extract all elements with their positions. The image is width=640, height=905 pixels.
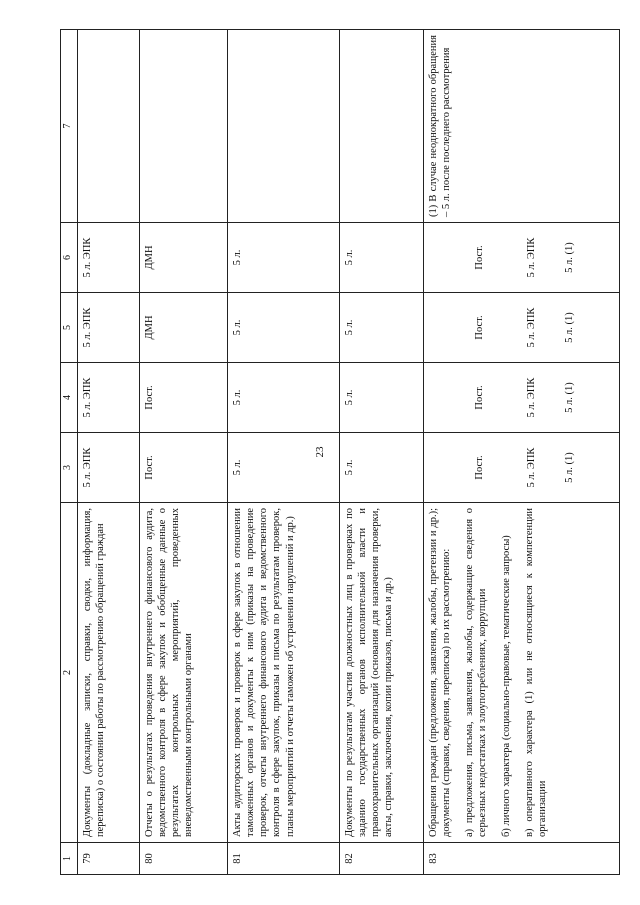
cell-value: 5 л. (1) (564, 452, 575, 483)
cell-value: ДМН (140, 223, 228, 293)
column-header: 5 (61, 293, 78, 363)
row-heading: Обращения граждан (предложения, заявления, жалобы, претензии и др.); документы (справки, сведения, переписка) по их рассмотрению: (428, 508, 453, 837)
column-header: 3 (61, 433, 78, 503)
cell-value: Пост. (140, 363, 228, 433)
cell-value: 5 л. ЭПК (78, 293, 140, 363)
table-row (228, 30, 340, 875)
cell-value-group (424, 223, 620, 293)
row-number: 79 (78, 843, 140, 875)
cell-note (140, 30, 228, 223)
rotated-table-container (60, 30, 620, 875)
cell-value: 5 л. (340, 363, 424, 433)
cell-value: 5 л. (340, 433, 424, 503)
table-row (78, 30, 140, 875)
row-description: Документы (докладные записки, справки, сводки, информация, переписка) о состоянии работы по рассмотрению обращений граждан (78, 503, 140, 843)
row-description: Акты аудиторских проверок и проверок в сфере закупок в отношении таможенных органов и документы к ним (приказы на проведение проверок, отчеты внутреннего финансового аудита и ведомственного контроля в сфере закупок, приказы и письма по результатам проверок, планы мероприятий и отчеты таможен об устранении нарушений и др.) (228, 503, 340, 843)
cell-value: 5 л. ЭПК (526, 377, 537, 418)
cell-value: Пост. (474, 315, 485, 340)
table-row (140, 30, 228, 875)
cell-value-group (424, 293, 620, 363)
records-table (60, 29, 620, 875)
column-header: 1 (61, 843, 78, 875)
cell-note (78, 30, 140, 223)
cell-value: Пост. (474, 455, 485, 480)
cell-value: 5 л. ЭПК (78, 363, 140, 433)
table-row (424, 30, 620, 875)
cell-value-group (424, 433, 620, 503)
cell-value: Пост. (474, 385, 485, 410)
cell-value: 5 л. (340, 293, 424, 363)
cell-note (228, 30, 340, 223)
cell-value: 5 л. (340, 223, 424, 293)
cell-value: 5 л. ЭПК (78, 223, 140, 293)
row-number: 82 (340, 843, 424, 875)
subitem-b: б) личного характера (социально-правовые, тематические запросы) (500, 535, 512, 837)
row-number: 80 (140, 843, 228, 875)
table-row (340, 30, 424, 875)
cell-value-group (424, 363, 620, 433)
cell-value: Пост. (140, 433, 228, 503)
cell-value: 5 л. (228, 363, 340, 433)
document-frame (60, 30, 620, 875)
cell-value: 5 л. ЭПК (526, 447, 537, 488)
cell-value: 5 л. (228, 433, 340, 503)
cell-value: 5 л. (228, 223, 340, 293)
cell-value: 5 л. ЭПК (78, 433, 140, 503)
subitem-a: а) предложения, письма, заявления, жалобы, содержащие сведения о серьезных недостатках и злоупотреблениях, коррупции (464, 508, 489, 837)
cell-value: 5 л. ЭПК (526, 237, 537, 278)
cell-note (340, 30, 424, 223)
page-number: 23 (314, 446, 326, 458)
cell-value: 5 л. ЭПК (526, 307, 537, 348)
header-row (61, 30, 78, 875)
column-header: 4 (61, 363, 78, 433)
subitem-c: в) оперативного характера (1) или не относящиеся к компетенции организации (523, 508, 548, 837)
column-header: 2 (61, 503, 78, 843)
cell-value: 5 л. (1) (564, 312, 575, 343)
row-description: Документы по результатам участия должностных лиц в проверках по заданию государственных органов исполнительной власти и правоохранительных организаций (основания для назначения проверки, акты, справки, заключения, копии приказов, письма и др.) (340, 503, 424, 843)
row-description (424, 503, 620, 843)
row-number: 83 (424, 843, 620, 875)
row-description: Отчеты о результатах проведения внутреннего финансового аудита, ведомственного контроля в сфере закупок и обобщенные данные о результатах контрольных мероприятий, проведенных вневедомственными контрольными органами (140, 503, 228, 843)
column-header: 7 (61, 30, 78, 223)
cell-value: Пост. (474, 245, 485, 270)
cell-value: ДМН (140, 293, 228, 363)
cell-note: (1) В случае неоднократного обращения – 5 л. после последнего рассмотрения (424, 30, 620, 223)
cell-value: 5 л. (1) (564, 242, 575, 273)
cell-value: 5 л. (228, 293, 340, 363)
column-header: 6 (61, 223, 78, 293)
cell-value: 5 л. (1) (564, 382, 575, 413)
row-number: 81 (228, 843, 340, 875)
